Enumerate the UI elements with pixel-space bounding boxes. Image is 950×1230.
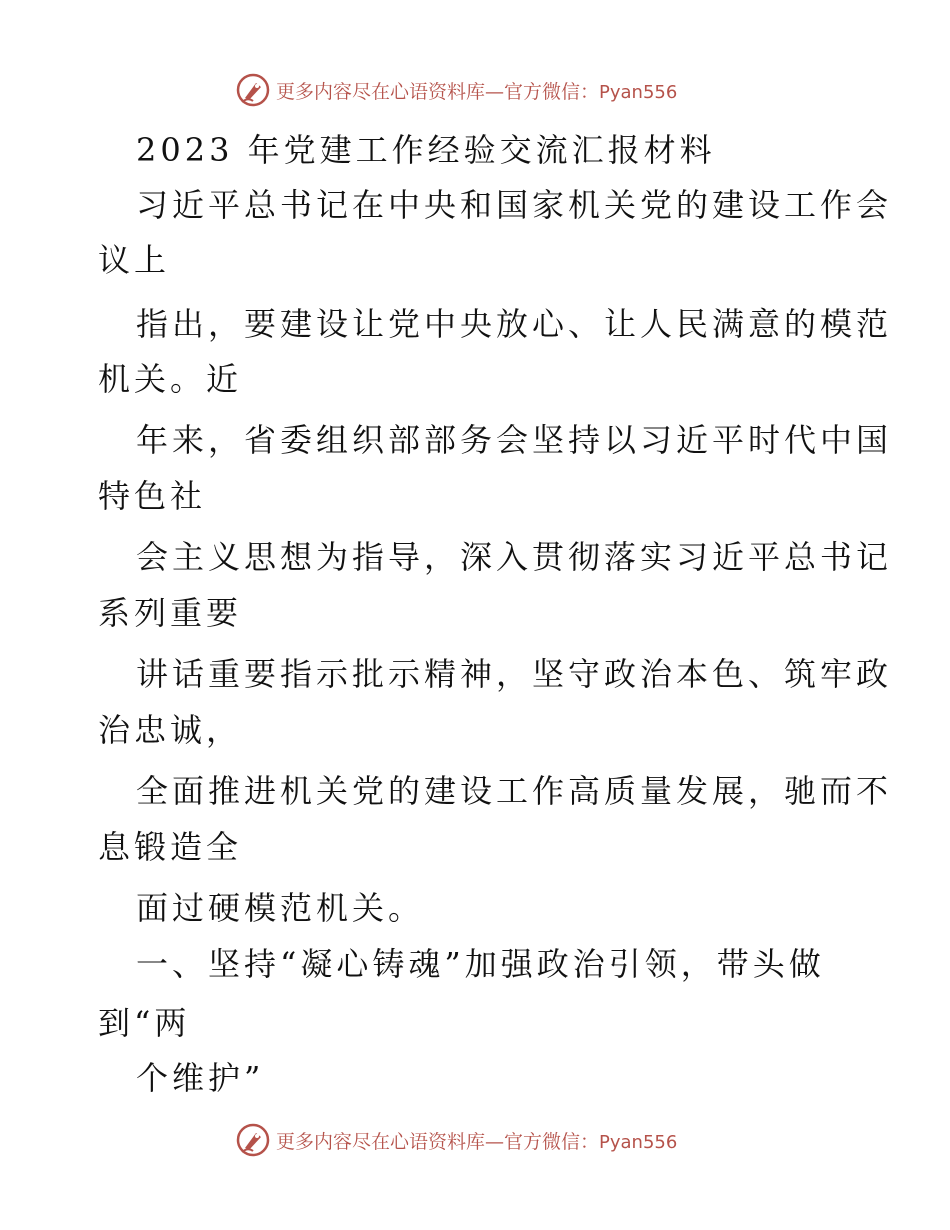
document-title: 2023 年党建工作经验交流汇报材料 — [136, 131, 716, 169]
paragraph-line: 机关。近 — [98, 360, 243, 398]
paragraph-line: 讲话重要指示批示精神，坚守政治本色、筑牢政 — [136, 655, 893, 693]
paragraph-line: 到“两 — [98, 1004, 191, 1042]
section-heading: 一、坚持“凝心铸魂”加强政治引领，带头做 — [136, 945, 825, 983]
pen-nib-logo-icon — [236, 1123, 270, 1157]
paragraph-line: 习近平总书记在中央和国家机关党的建设工作会 — [136, 186, 893, 224]
paragraph-line: 全面推进机关党的建设工作高质量发展，驰而不 — [136, 772, 893, 810]
paragraph-line: 个维护” — [136, 1059, 265, 1097]
footer-watermark — [236, 1122, 677, 1158]
paragraph-line: 年来，省委组织部部务会坚持以习近平时代中国 — [136, 421, 893, 459]
watermark-text: 更多内容尽在心语资料库—官方微信：Pyan556 — [276, 1130, 678, 1153]
paragraph-line: 面过硬模范机关。 — [136, 889, 425, 927]
paragraph-line: 治忠诚， — [98, 711, 243, 749]
paragraph-line: 指出，要建设让党中央放心、让人民满意的模范 — [136, 305, 893, 343]
paragraph-line: 会主义思想为指导，深入贯彻落实习近平总书记 — [136, 538, 893, 576]
watermark-text: 更多内容尽在心语资料库—官方微信：Pyan556 — [276, 80, 678, 103]
header-watermark — [236, 72, 677, 108]
paragraph-line: 息锻造全 — [98, 828, 243, 866]
paragraph-line: 系列重要 — [98, 594, 243, 632]
pen-nib-logo-icon — [236, 73, 270, 107]
paragraph-line: 议上 — [98, 241, 171, 279]
paragraph-line: 特色社 — [98, 477, 207, 515]
